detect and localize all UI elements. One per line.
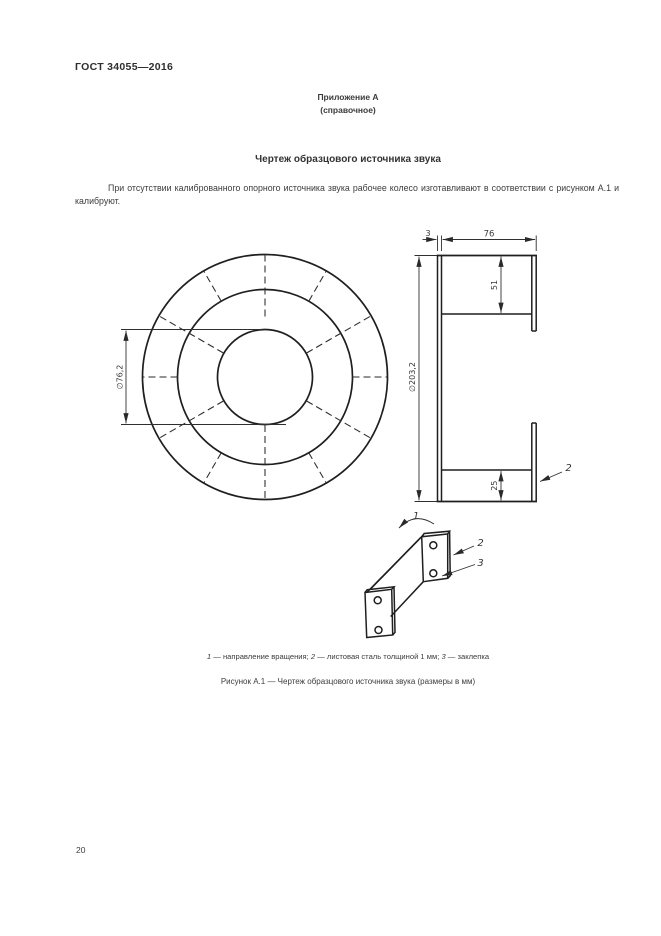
side-bottom-depth-dimension [490, 471, 501, 500]
appendix-title: Приложение А [317, 92, 379, 102]
side-top-depth-dimension [490, 257, 501, 313]
front-inner-diameter-dimension [116, 330, 287, 425]
bracket-rivet-leader [442, 558, 484, 576]
bracket-sheet-leader [454, 538, 484, 555]
rivet-hole [430, 570, 437, 577]
dim-side-bottom-depth: 25 [489, 480, 499, 491]
appendix-subtitle: (справочное) [320, 105, 376, 115]
figure-caption: Рисунок А.1 — Чертеж образцового источника звука (размеры в мм) [220, 677, 476, 686]
bracket-angled-web [367, 535, 423, 617]
dim-side-thickness: 3 [425, 229, 431, 238]
bracket-lower-plate [365, 587, 395, 638]
inner-circle [218, 330, 313, 425]
front-view-wheel [116, 255, 388, 500]
label-bracket-sheet: 2 [477, 538, 484, 549]
bracket-view [365, 511, 484, 638]
label-bracket-rivet: 3 [477, 558, 484, 569]
radial-spokes [143, 255, 388, 500]
body-paragraph: При отсутствии калиброванного опорного источника звука рабочее колесо изготавливают в соответствии с рисунком А.1 и калибруют. [75, 183, 619, 207]
dim-side-top-depth: 51 [490, 279, 499, 291]
label-rotation: 1 [412, 511, 420, 522]
legend-item2-number: 2 [310, 652, 316, 661]
side-view-section [408, 229, 572, 502]
rivet-hole [374, 597, 381, 604]
outer-circle [143, 255, 388, 500]
bracket-upper-plate [422, 531, 451, 582]
middle-circle [178, 290, 353, 465]
side-outer-diameter-dimension [408, 256, 437, 502]
appendix-heading [58, 91, 638, 117]
rivet-hole [430, 542, 437, 549]
label-side-sheet: 2 [565, 463, 572, 474]
legend-item1-text: — направление вращения; [211, 652, 311, 661]
side-thickness-dimension [423, 229, 442, 251]
legend-item3-number: 3 [441, 652, 446, 661]
rotation-direction-arrow [399, 511, 434, 528]
legend-item3-text: — заклепка [445, 652, 490, 661]
rivet-hole [375, 627, 382, 634]
figure-legend [48, 652, 648, 661]
side-width-dimension [443, 230, 537, 252]
legend-item1-number: 1 [206, 652, 212, 661]
dim-side-width: 76 [483, 229, 495, 240]
section-title: Чертеж образцового источника звука [255, 154, 441, 165]
legend-item2-text: — листовая сталь толщиной 1 мм; [315, 652, 442, 661]
side-sheet-leader [540, 463, 572, 482]
page-number: 20 [76, 845, 86, 855]
dim-side-outer-diameter: ∅203,2 [408, 362, 417, 392]
standard-number: ГОСТ 34055—2016 [75, 61, 174, 73]
dim-front-inner-diameter: ∅76,2 [115, 364, 125, 390]
